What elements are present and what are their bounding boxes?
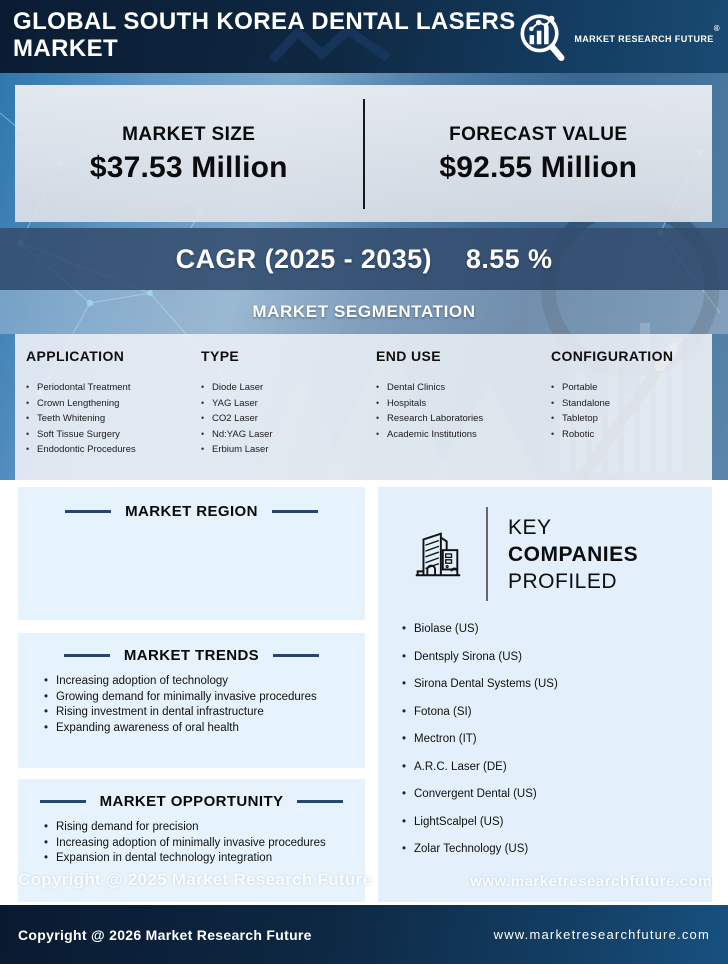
- segmentation-column-end-use: [375, 348, 550, 480]
- segment-item: • CO2 Laser: [201, 411, 375, 427]
- segment-heading: END USE: [376, 348, 442, 364]
- building-icon: [408, 525, 466, 583]
- hero-section: [0, 73, 728, 480]
- segment-heading: CONFIGURATION: [551, 348, 674, 364]
- segment-heading: APPLICATION: [26, 348, 125, 364]
- market-region-title: MARKET REGION: [125, 503, 258, 520]
- segment-item: • Diode Laser: [201, 380, 375, 396]
- company-item: • A.R.C. Laser (DE): [402, 761, 712, 773]
- segment-list: [551, 380, 712, 442]
- accent-line-left: [64, 654, 110, 657]
- segmentation-column-configuration: [550, 348, 712, 480]
- segmentation-column-type: [200, 348, 375, 480]
- forecast-value-block: [365, 122, 713, 185]
- segment-item: • Teeth Whitening: [26, 411, 200, 427]
- registered-mark: ®: [713, 23, 720, 33]
- page-title: GLOBAL SOUTH KOREA DENTAL LASERS MARKET: [13, 8, 516, 62]
- segment-item: • Tabletop: [551, 411, 712, 427]
- segment-item: • Erbium Laser: [201, 442, 375, 458]
- segment-item: • Robotic: [551, 427, 712, 443]
- opportunity-item: • Increasing adoption of minimally invasive procedures: [44, 836, 344, 852]
- segment-item: • YAG Laser: [201, 396, 375, 412]
- footer-website-link[interactable]: www.marketresearchfuture.com: [493, 927, 710, 942]
- header: [0, 0, 728, 73]
- segment-item: • Portable: [551, 380, 712, 396]
- segment-list: [26, 380, 200, 458]
- market-trends-card: [18, 633, 365, 768]
- companies-header: [408, 507, 712, 601]
- companies-title: [508, 514, 638, 595]
- segment-list: [376, 380, 550, 442]
- companies-list: [402, 623, 712, 855]
- accent-line-right: [297, 800, 343, 803]
- card-title-row: [18, 633, 365, 664]
- opportunity-list: [44, 820, 365, 867]
- market-opportunity-title: MARKET OPPORTUNITY: [99, 793, 284, 810]
- footer: [0, 905, 728, 964]
- card-title-row: [18, 779, 365, 810]
- accent-line-right: [273, 654, 319, 657]
- segment-item: • Nd:YAG Laser: [201, 427, 375, 443]
- market-size-label: MARKET SIZE: [122, 124, 256, 145]
- trend-item: • Increasing adoption of technology: [44, 674, 344, 690]
- key-companies-card: [378, 487, 712, 902]
- segmentation-title-band: [0, 290, 728, 334]
- brand-logo: [516, 9, 720, 65]
- cagr-label: CAGR (2025 - 2035): [175, 243, 432, 274]
- segment-item: • Dental Clinics: [376, 380, 550, 396]
- card-title-row: [18, 487, 365, 520]
- company-item: • Sirona Dental Systems (US): [402, 678, 712, 690]
- segmentation-title: MARKET SEGMENTATION: [252, 302, 476, 321]
- footer-copyright: Copyright @ 2026 Market Research Future: [18, 926, 312, 943]
- cagr-band: [0, 228, 728, 290]
- segment-item: • Academic Institutions: [376, 427, 550, 443]
- segment-item: • Endodontic Procedures: [26, 442, 200, 458]
- segment-item: • Hospitals: [376, 396, 550, 412]
- segment-list: [201, 380, 375, 458]
- segment-item: • Soft Tissue Surgery: [26, 427, 200, 443]
- companies-title-profiled: PROFILED: [508, 569, 618, 593]
- company-item: • Biolase (US): [402, 623, 712, 635]
- accent-line-right: [272, 510, 318, 513]
- opportunity-item: • Rising demand for precision: [44, 820, 344, 836]
- vertical-divider: [486, 507, 488, 601]
- magnifier-chart-logo-icon: [516, 9, 574, 65]
- companies-title-companies: COMPANIES: [508, 542, 639, 566]
- market-size-block: [15, 122, 363, 185]
- forecast-value-label: FORECAST VALUE: [449, 124, 628, 145]
- company-item: • LightScalpel (US): [402, 816, 712, 828]
- segment-heading: TYPE: [201, 348, 240, 364]
- company-item: • Mectron (IT): [402, 733, 712, 745]
- stats-panel: [15, 85, 712, 222]
- accent-line-left: [40, 800, 86, 803]
- segment-item: • Research Laboratories: [376, 411, 550, 427]
- segment-item: • Periodontal Treatment: [26, 380, 200, 396]
- segmentation-panel: [15, 334, 712, 480]
- company-item: • Convergent Dental (US): [402, 788, 712, 800]
- forecast-value-value: $92.55 Million: [439, 151, 638, 184]
- accent-line-left: [65, 510, 111, 513]
- market-size-value: $37.53 Million: [89, 151, 288, 184]
- watermark-website: www.marketresearchfuture.com: [470, 873, 712, 890]
- opportunity-item: • Expansion in dental technology integration: [44, 851, 344, 867]
- market-region-card: [18, 487, 365, 620]
- company-item: • Zolar Technology (US): [402, 843, 712, 855]
- trend-item: • Growing demand for minimally invasive procedures: [44, 690, 344, 706]
- companies-title-key: KEY: [508, 515, 552, 539]
- trends-list: [44, 674, 365, 736]
- brand-name: MARKET RESEARCH FUTURE®: [574, 23, 720, 44]
- cagr-value: 8.55 %: [465, 243, 553, 274]
- market-trends-title: MARKET TRENDS: [123, 647, 260, 664]
- segmentation-column-application: [25, 348, 200, 480]
- segment-item: • Crown Lengthening: [26, 396, 200, 412]
- watermark-copyright: Copyright @ 2025 Market Research Future: [18, 870, 373, 889]
- segment-item: • Standalone: [551, 396, 712, 412]
- trend-item: • Rising investment in dental infrastructure: [44, 705, 344, 721]
- company-item: • Dentsply Sirona (US): [402, 651, 712, 663]
- trend-item: • Expanding awareness of oral health: [44, 721, 344, 737]
- company-item: • Fotona (SI): [402, 706, 712, 718]
